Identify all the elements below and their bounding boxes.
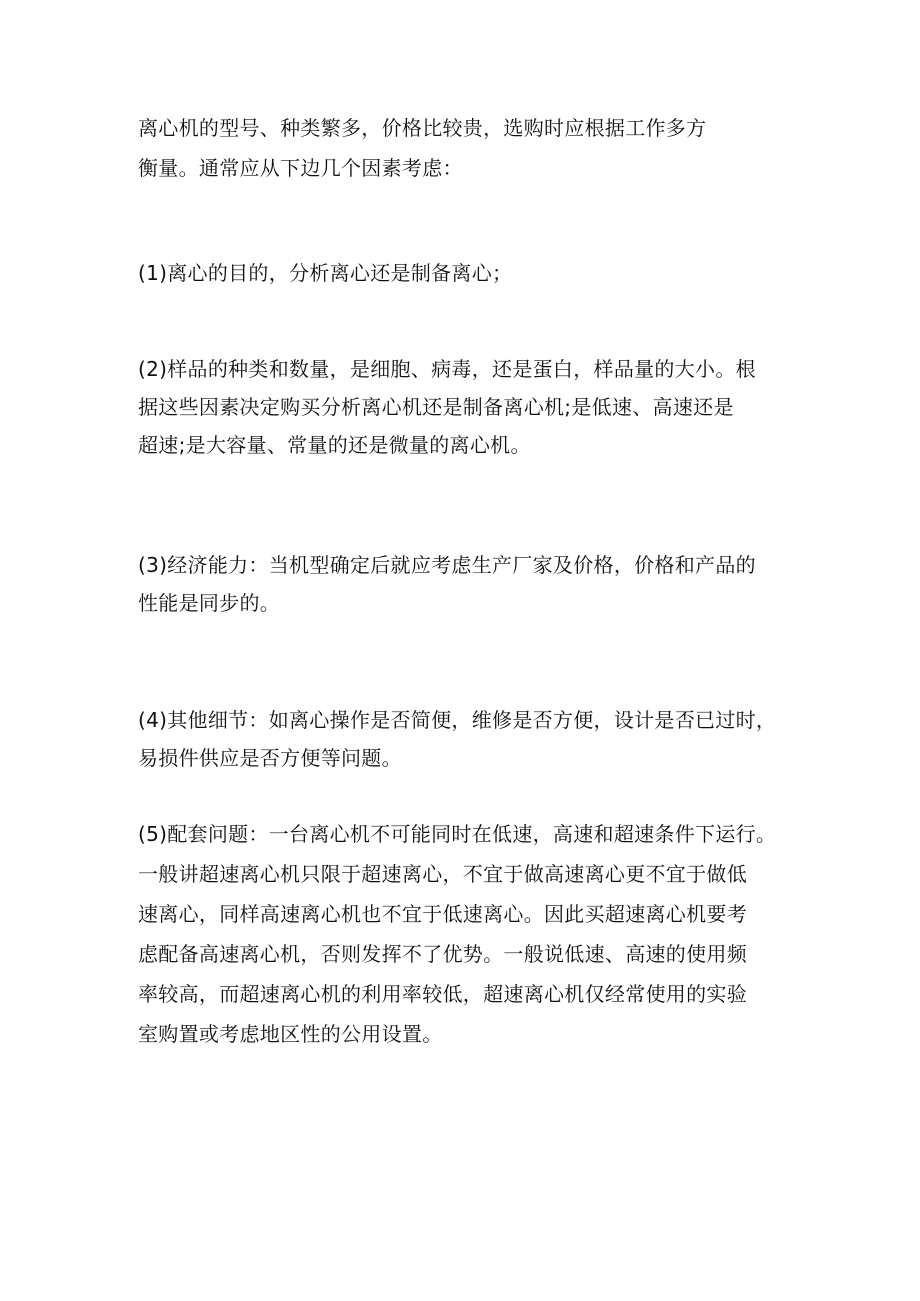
text-line: 易损件供应是否方便等问题。 bbox=[138, 746, 402, 770]
factor-1-paragraph bbox=[138, 254, 788, 292]
text-line: (1)离心的目的，分析离心还是制备离心； bbox=[138, 261, 513, 285]
factor-4-paragraph bbox=[138, 701, 788, 777]
text-line: (4)其他细节：如离心操作是否简便，维修是否方便，设计是否已过时， bbox=[138, 708, 777, 732]
text-line: (2)样品的种类和数量，是细胞、病毒，还是蛋白，样品量的大小。根 bbox=[138, 357, 756, 381]
text-line: 性能是同步的。 bbox=[138, 591, 281, 615]
text-line: 超速;是大容量、常量的还是微量的离心机。 bbox=[138, 433, 531, 457]
factor-5-paragraph bbox=[138, 814, 788, 1054]
text-line: 率较高，而超速离心机的利用率较低，超速离心机仅经常使用的实验 bbox=[138, 982, 747, 1006]
text-line: 离心机的型号、种类繁多，价格比较贵，选购时应根据工作多方 bbox=[138, 116, 707, 140]
factor-3-paragraph bbox=[138, 546, 788, 622]
text-line: 一般讲超速离心机只限于超速离心，不宜于做高速离心更不宜于做低 bbox=[138, 862, 747, 886]
factor-2-paragraph bbox=[138, 350, 788, 464]
text-line: (5)配套问题：一台离心机不可能同时在低速，高速和超速条件下运行。 bbox=[138, 822, 777, 846]
text-line: 室购置或考虑地区性的公用设置。 bbox=[138, 1022, 443, 1046]
text-line: 速离心，同样高速离心机也不宜于低速离心。因此买超速离心机要考 bbox=[138, 902, 747, 926]
intro-paragraph bbox=[138, 108, 788, 188]
text-line: 据这些因素决定购买分析离心机还是制备离心机;是低速、高速还是 bbox=[138, 395, 734, 419]
text-line: (3)经济能力：当机型确定后就应考虑生产厂家及价格，价格和产品的 bbox=[138, 553, 756, 577]
text-line: 衡量。通常应从下边几个因素考虑： bbox=[138, 156, 463, 180]
text-line: 虑配备高速离心机，否则发挥不了优势。一般说低速、高速的使用频 bbox=[138, 942, 747, 966]
